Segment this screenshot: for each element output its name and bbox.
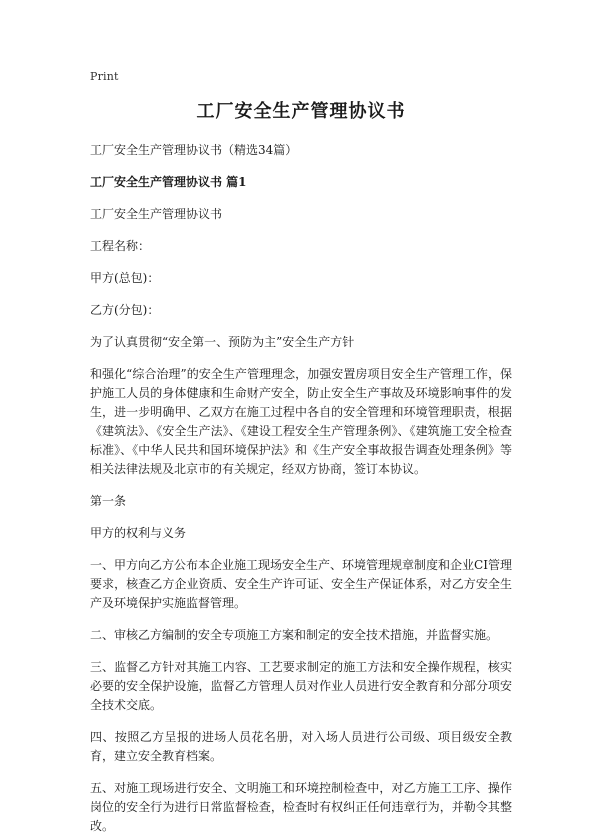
document-title: 工厂安全生产管理协议书: [196, 101, 406, 122]
document-subtitle: 工厂安全生产管理协议书（精选34篇）: [90, 143, 298, 157]
paragraph: 五、对施工现场进行安全、文明施工和环境控制检查中，对乙方施工工序、操作岗位的安全行为进行日常监督检查，检查时有权纠正任何违章行为，并勒令其整改。: [90, 781, 512, 833]
paragraph: 甲方的权利与义务: [90, 526, 187, 540]
paragraph: 乙方(分包)：: [90, 303, 160, 317]
paragraph: 四、按照乙方呈报的进场人员花名册，对入场人员进行公司级、项目级安全教育，建立安全教育档案。: [90, 730, 512, 763]
paragraph: 二、审核乙方编制的安全专项施工方案和制定的安全技术措施，并监督实施。: [90, 628, 499, 642]
paragraph: 工程名称：: [90, 239, 151, 253]
paragraph: 第一条: [90, 494, 127, 508]
paragraph: 三、监督乙方针对其施工内容、工艺要求制定的施工方法和安全操作规程，核实必要的安全保护设施，监督乙方管理人员对作业人员进行安全教育和分部分项安全技术交底。: [90, 660, 512, 712]
section-heading: 工厂安全生产管理协议书 篇1: [90, 175, 247, 189]
paragraph: 工厂安全生产管理协议书: [90, 207, 223, 221]
paragraph: 为了认真贯彻“安全第一、预防为主”安全生产方针: [90, 335, 355, 349]
paragraph: 甲方(总包)：: [90, 271, 160, 285]
print-label[interactable]: Print: [90, 70, 119, 83]
paragraph: 一、甲方向乙方公布本企业施工现场安全生产、环境管理规章制度和企业CI管理要求，核查乙方企业资质、安全生产许可证、安全生产保证体系，对乙方安全生产及环境保护实施监督管理。: [90, 558, 512, 610]
paragraph: 和强化“综合治理”的安全生产管理理念，加强安置房项目安全生产管理工作，保护施工人员的身体健康和生命财产安全，防止安全生产事故及环境影响事件的发生，进一步明确甲、乙双方在施工过程中各自的安全管理和环境管理职责，根据《建筑法》、《安全生产法》、《建设工程安全生产管理条例》、《建筑施工安全检查标准》、《中华人民共和国环境保护法》和《生产安全事故报告调查处理条例》等相关法律法规及北京市的有关规定，经双方协商，签订本协议。: [90, 367, 512, 476]
